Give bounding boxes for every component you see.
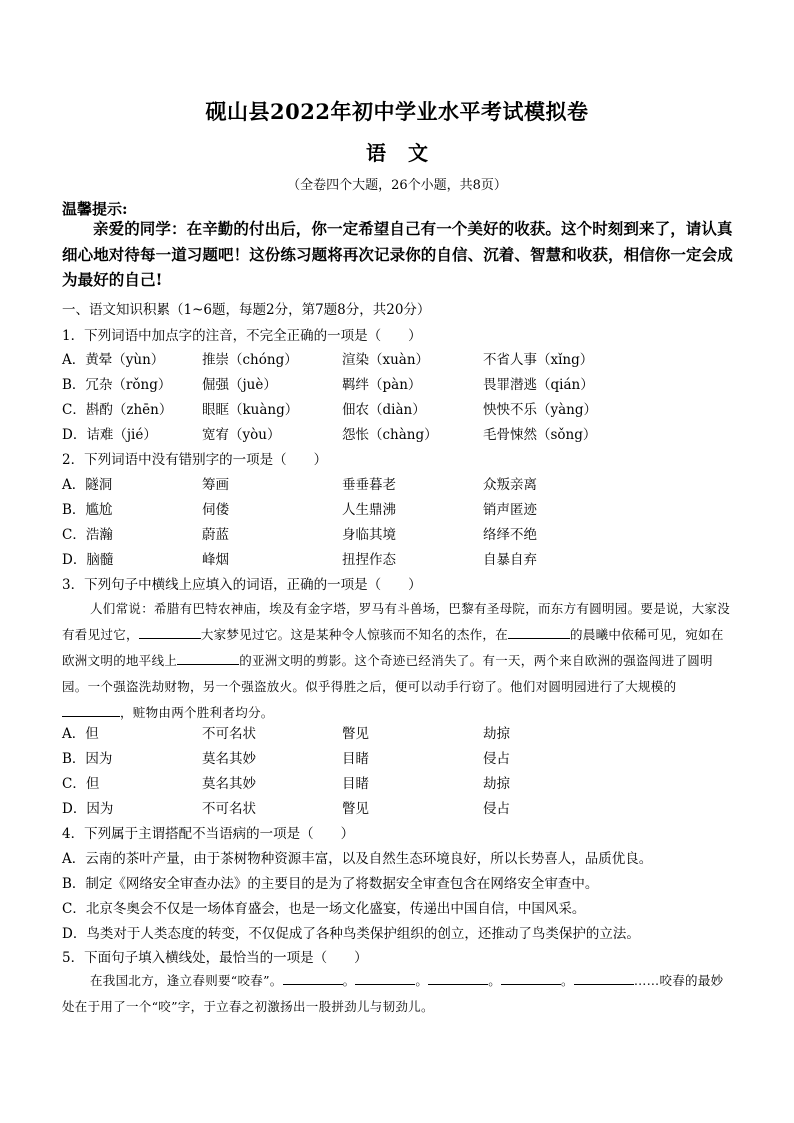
option-cell: B．因为 xyxy=(62,751,113,767)
option-cell: 人生鼎沸 xyxy=(342,502,396,518)
question-4-option-c: C．北京冬奥会不仅是一场体育盛会，也是一场文化盛宴，传递出中国自信，中国风采。 xyxy=(62,901,586,917)
passage-text: 的晨曦中依稀 xyxy=(570,627,647,642)
option-cell: 垂垂暮老 xyxy=(342,477,396,493)
question-4-stem: 4．下列属于主谓搭配不当语病的一项是（ ） xyxy=(62,826,355,842)
question-1-option-d xyxy=(62,423,742,443)
option-cell: 劫掠 xyxy=(483,726,510,742)
option-cell: 络绎不绝 xyxy=(483,527,537,543)
option-cell: 蔚蓝 xyxy=(202,527,229,543)
option-cell: 渲染（xuàn） xyxy=(342,352,430,368)
question-4-option-b: B．制定《网络安全审查办法》的主要目的是为了将数据安全审查包含在网络安全审查中。 xyxy=(62,876,599,892)
option-cell: D．诘难（jié） xyxy=(62,427,157,443)
question-1-option-a xyxy=(62,348,742,368)
option-cell: 目睹 xyxy=(342,751,369,767)
option-cell: 侵占 xyxy=(483,751,510,767)
subject-title: 语文 xyxy=(366,141,450,165)
question-1-option-c xyxy=(62,398,742,418)
option-cell: 不可名状 xyxy=(202,726,256,742)
option-cell: 众叛亲离 xyxy=(483,477,537,493)
passage-text: 大家没有看见过它， xyxy=(62,601,731,642)
option-cell: 劫掠 xyxy=(483,776,510,792)
passage-text: 可见，宛如在欧洲文明的地平线上 xyxy=(62,627,724,668)
option-cell: 扭捏作态 xyxy=(342,552,396,568)
option-cell: 身临其境 xyxy=(342,527,396,543)
question-1-option-b xyxy=(62,373,742,393)
option-cell: 筹画 xyxy=(202,477,229,493)
passage-text: 。 xyxy=(342,973,356,988)
tip-label: 温馨提示: xyxy=(62,200,128,218)
passage-text: 。 xyxy=(561,973,574,988)
question-2-stem: 2．下列词语中没有错别字的一项是（ ） xyxy=(62,452,328,468)
option-cell: B．尴尬 xyxy=(62,502,113,518)
section-1-heading: 一、语文知识积累（1~6题，每题2分，第7题8分，共20分） xyxy=(62,302,431,318)
question-3-option-a xyxy=(62,722,742,742)
answer-blank xyxy=(177,652,239,665)
exam-title: 砚山县2022年初中学业水平考试模拟卷 xyxy=(205,99,589,124)
option-cell: C．但 xyxy=(62,776,100,792)
option-cell: 莫名其妙 xyxy=(202,776,256,792)
question-2-option-c xyxy=(62,523,742,543)
option-cell: 倔强（juè） xyxy=(202,377,277,393)
answer-blank xyxy=(508,626,570,639)
option-cell: 畏罪潜逃（qián） xyxy=(483,377,594,393)
question-3-passage xyxy=(62,596,732,726)
option-cell: 宽宥（yòu） xyxy=(202,427,281,443)
passage-text: 人们常说：希腊有巴特农神庙，埃及有金字塔，罗马有斗兽场，巴黎有圣母院，而东方有圆明园。要是说， xyxy=(90,601,692,616)
passage-text: 洲的强盗闯进了圆明园。一个强盗洗劫财物，另一个强盗放火。似乎得胜之后，便可以动手行窃了。他们对圆 xyxy=(62,653,713,694)
option-cell: 销声匿迹 xyxy=(483,502,537,518)
passage-text: 在我国北方，逢立春则要“咬春”。 xyxy=(90,973,283,988)
option-cell: C．浩瀚 xyxy=(62,527,113,543)
option-cell: 莫名其妙 xyxy=(202,751,256,767)
option-cell: 不可名状 xyxy=(202,801,256,817)
passage-text: ，赃物由两个胜利者均分。 xyxy=(120,705,274,720)
question-4-option-d: D．鸟类对于人类态度的转变，不仅促成了各种鸟类保护组织的创立，还推动了鸟类保护的立法。 xyxy=(62,926,640,942)
option-cell: 怨怅（chàng） xyxy=(342,427,438,443)
answer-blank xyxy=(501,972,561,985)
option-cell: 羁绊（pàn） xyxy=(342,377,422,393)
option-cell: 眼眶（kuàng） xyxy=(202,402,299,418)
passage-text: 。 xyxy=(415,973,429,988)
question-2-option-d xyxy=(62,548,742,568)
option-cell: A．但 xyxy=(62,726,99,742)
passage-text: 明园进行了大规模的 xyxy=(561,679,677,694)
question-1-stem: 1．下列词语中加点字的注音，不完全正确的一项是（ ） xyxy=(62,328,422,344)
question-2-option-a xyxy=(62,473,742,493)
option-cell: 瞥见 xyxy=(342,726,369,742)
option-cell: 峰烟 xyxy=(202,552,229,568)
answer-blank xyxy=(139,626,201,639)
option-cell: 伺偻 xyxy=(202,502,229,518)
option-cell: 不省人事（xǐng） xyxy=(483,352,594,368)
option-cell: A．隧洞 xyxy=(62,477,113,493)
option-cell: 侵占 xyxy=(483,801,510,817)
option-cell: 推崇（chóng） xyxy=(202,352,298,368)
option-cell: 自暴自弃 xyxy=(483,552,537,568)
passage-text: 的最妙处在于用了一个“咬”字，于立春之初激扬出一股拼劲儿与韧劲儿。 xyxy=(62,973,724,1014)
option-cell: A．黄晕（yùn） xyxy=(62,352,165,368)
option-cell: D．脑髓 xyxy=(62,552,114,568)
option-cell: 目睹 xyxy=(342,776,369,792)
answer-blank xyxy=(355,972,415,985)
question-5-stem: 5．下面句子填入横线处，最恰当的一项是（ ） xyxy=(62,950,368,966)
option-cell: 佃农（diàn） xyxy=(342,402,426,418)
answer-blank xyxy=(283,972,343,985)
option-cell: C．斟酌（zhēn） xyxy=(62,402,173,418)
exam-scope: （全卷四个大题，26个小题，共8页） xyxy=(287,178,507,193)
question-3-option-c xyxy=(62,772,742,792)
answer-blank xyxy=(574,972,634,985)
passage-text: 大家梦见过它。这是某种令人惊骇而不知名的杰作，在 xyxy=(200,627,509,642)
question-3-option-d xyxy=(62,797,742,817)
passage-text: 。 xyxy=(488,973,502,988)
question-3-stem: 3．下列句子中横线上应填入的词语，正确的一项是（ ） xyxy=(62,577,422,593)
option-cell: B．冗杂（rǒng） xyxy=(62,377,172,393)
passage-text: ……咬春 xyxy=(633,973,686,988)
passage-text: 的亚洲文明的剪影。这个奇迹已经消失了。有一天，两个来自欧 xyxy=(239,653,598,668)
tip-text: 亲爱的同学：在辛勤的付出后，你一定希望自己有一个美好的收获。这个时刻到来了，请认真细心地对待每一道习题吧！这份练习题将再次记录你的自信、沉着、智慧和收获，相信你一定会成为最好的自己! xyxy=(62,219,733,289)
question-2-option-b xyxy=(62,498,742,518)
question-4-option-a: A．云南的茶叶产量，由于茶树物种资源丰富，以及自然生态环境良好，所以长势喜人，品质优良。 xyxy=(62,851,653,867)
question-3-option-b xyxy=(62,747,742,767)
option-cell: 毛骨悚然（sǒng） xyxy=(483,427,597,443)
answer-blank xyxy=(62,704,120,717)
option-cell: 怏怏不乐（yàng） xyxy=(483,402,598,418)
answer-blank xyxy=(428,972,488,985)
question-5-passage xyxy=(62,968,732,1020)
option-cell: 瞥见 xyxy=(342,801,369,817)
option-cell: D．因为 xyxy=(62,801,114,817)
